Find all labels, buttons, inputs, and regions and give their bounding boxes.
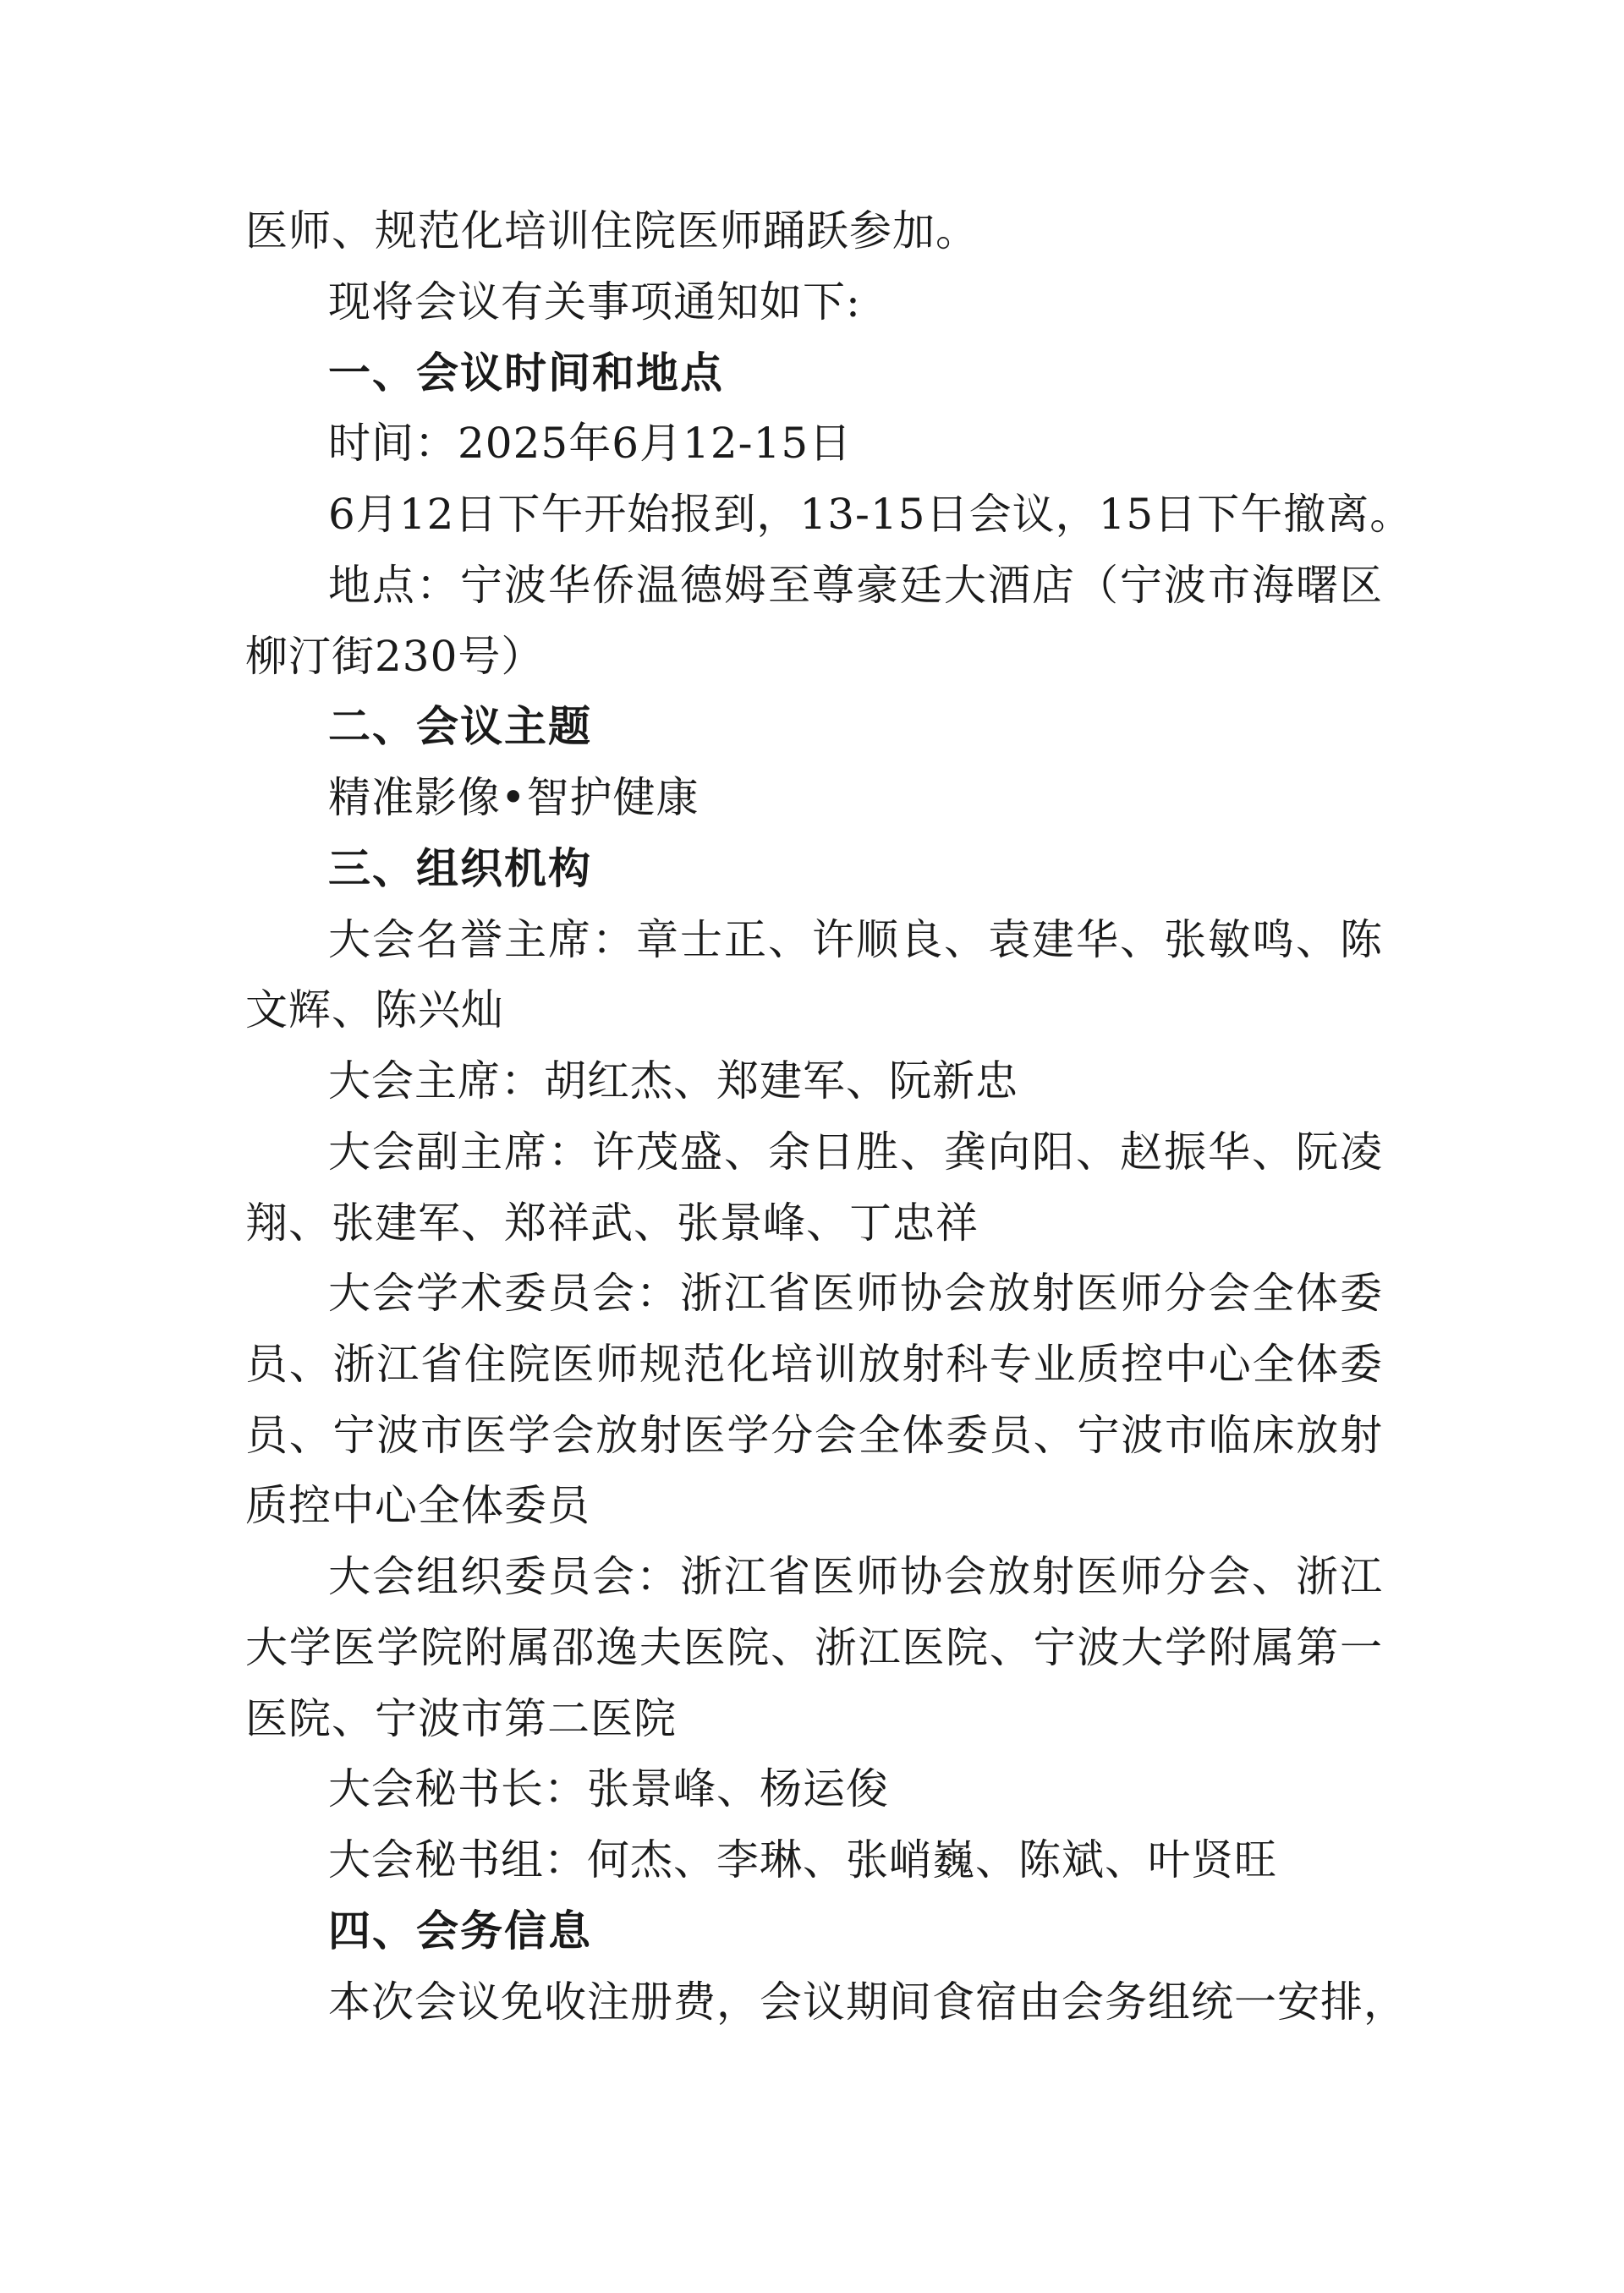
- theme-line: 精准影像•智护健康: [328, 773, 700, 822]
- academic-committee-line-end: 质控中心全体委员: [245, 1481, 590, 1530]
- organizing-committee-line-cont: 大学医学院附属邵逸夫医院、浙江医院、宁波大学附属第一: [245, 1623, 1383, 1672]
- academic-committee-line: 大会学术委员会：浙江省医师协会放射医师分会全体委: [328, 1269, 1383, 1318]
- vice-chair-line: 大会副主席：许茂盛、余日胜、龚向阳、赵振华、阮凌: [328, 1127, 1383, 1177]
- honorary-chair-line-cont: 文辉、陈兴灿: [245, 985, 504, 1034]
- intro-line: 现将会议有关事项通知如下:: [328, 277, 861, 326]
- section-heading-3: 三、组织机构: [328, 844, 592, 893]
- academic-committee-line-cont: 员、浙江省住院医师规范化培训放射科专业质控中心全体委: [245, 1340, 1383, 1389]
- location-line-cont: 柳汀街230号）: [245, 632, 545, 681]
- secretariat-line: 大会秘书组：何杰、李琳、张峭巍、陈斌、叶贤旺: [328, 1835, 1277, 1884]
- section-heading-1: 一、会议时间和地点: [328, 348, 724, 398]
- section-heading-4: 四、会务信息: [328, 1906, 592, 1956]
- organizing-committee-line-end: 医院、宁波市第二医院: [245, 1694, 677, 1743]
- organizing-committee-line: 大会组织委员会：浙江省医师协会放射医师分会、浙江: [328, 1552, 1383, 1601]
- honorary-chair-line: 大会名誉主席：章士正、许顺良、袁建华、张敏鸣、陈: [328, 915, 1383, 964]
- vice-chair-line-cont: 翔、张建军、郑祥武、张景峰、丁忠祥: [245, 1199, 979, 1248]
- time-line: 时间：2025年6月12-15日: [328, 419, 853, 468]
- schedule-line: 6月12日下午开始报到，13-15日会议，15日下午撤离。: [328, 490, 1413, 539]
- section-heading-2: 二、会议主题: [328, 702, 592, 751]
- conference-info-line: 本次会议免收注册费，会议期间食宿由会务组统一安排，: [328, 1978, 1407, 2027]
- secretary-general-line: 大会秘书长：张景峰、杨运俊: [328, 1764, 889, 1813]
- paragraph-line: 医师、规范化培训住院医师踊跃参加。: [245, 206, 979, 255]
- location-line: 地点：宁波华侨温德姆至尊豪廷大酒店（宁波市海曙区: [328, 561, 1383, 610]
- chair-line: 大会主席：胡红杰、郑建军、阮新忠: [328, 1056, 1018, 1105]
- academic-committee-line-cont: 员、宁波市医学会放射医学分会全体委员、宁波市临床放射: [245, 1411, 1383, 1460]
